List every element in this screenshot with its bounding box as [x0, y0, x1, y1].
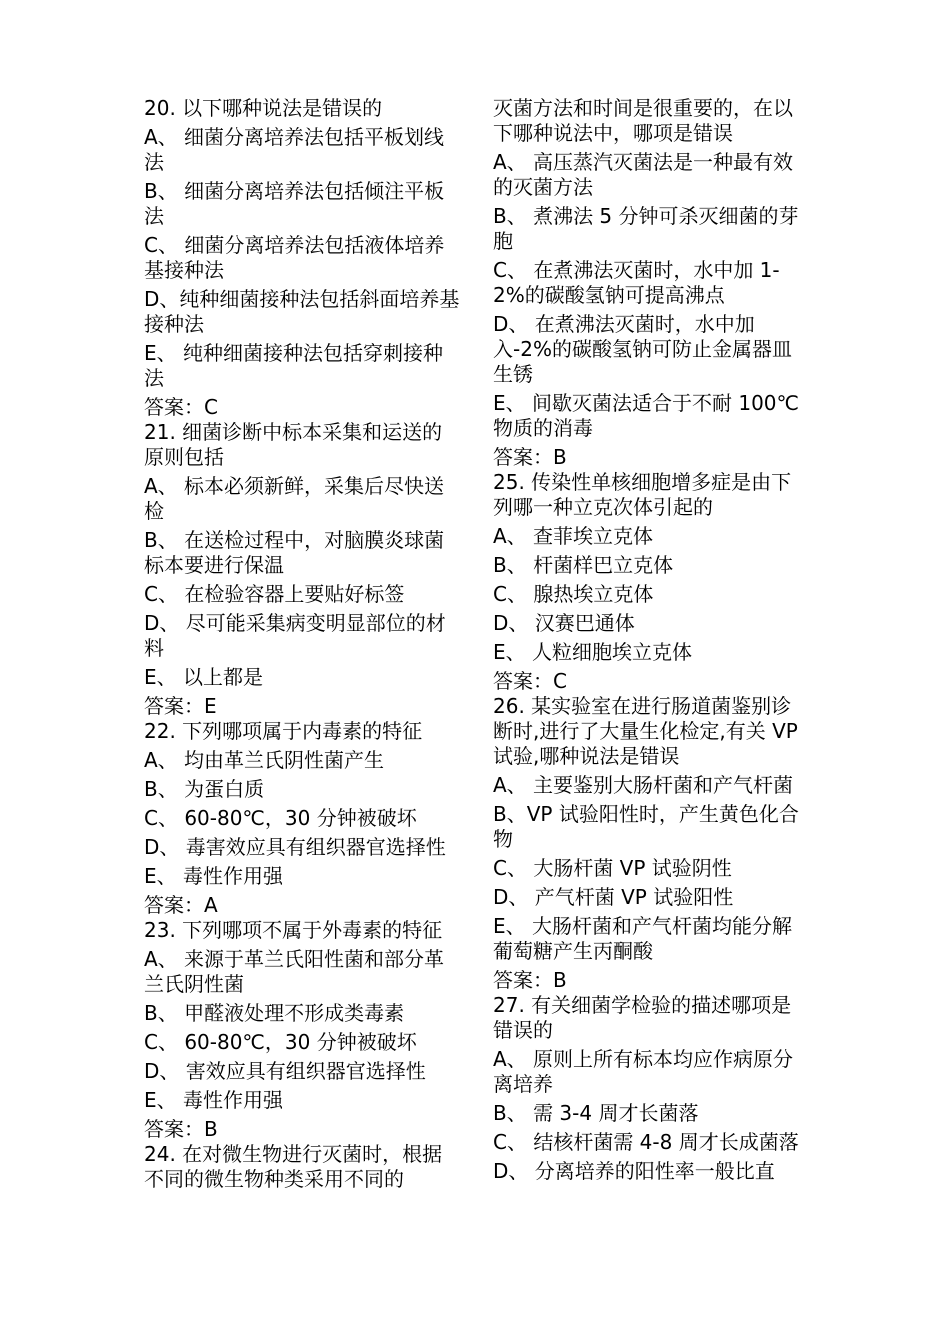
option: C、 细菌分离培养法包括液体培养基接种法: [144, 233, 445, 282]
right-column: [493, 96, 811, 1188]
question-24-continued: [493, 96, 811, 470]
option: B、 需 3-4 周才长菌落: [493, 1101, 699, 1125]
question-21: [144, 420, 462, 719]
option: B、 为蛋白质: [144, 777, 265, 801]
option: E、 间歇灭菌法适合于不耐 100℃物质的消毒: [493, 391, 799, 440]
option: E、 毒性作用强: [144, 1088, 283, 1112]
option: D、 分离培养的阳性率一般比直: [493, 1159, 775, 1183]
question-22: [144, 719, 462, 918]
question-title: 21. 细菌诊断中标本采集和运送的原则包括: [144, 420, 443, 469]
question-title: 25. 传染性单核细胞增多症是由下列哪一种立克次体引起的: [493, 470, 792, 519]
option: A、 主要鉴别大肠杆菌和产气杆菌: [493, 773, 794, 797]
question-27: [493, 993, 811, 1184]
answer: 答案：C: [144, 395, 218, 419]
option: A、 原则上所有标本均应作病原分离培养: [493, 1047, 794, 1096]
option: A、 细菌分离培养法包括平板划线法: [144, 125, 445, 174]
left-column: [144, 96, 462, 1196]
option: A、 标本必须新鲜，采集后尽快送检: [144, 474, 445, 523]
option: E、 毒性作用强: [144, 864, 283, 888]
option: E、 大肠杆菌和产气杆菌均能分解葡萄糖产生丙酮酸: [493, 914, 792, 963]
answer: 答案：B: [493, 968, 567, 992]
option: A、 均由革兰氏阴性菌产生: [144, 748, 385, 772]
option: B、 甲醛液处理不形成类毒素: [144, 1001, 405, 1025]
answer: 答案：C: [493, 669, 567, 693]
option: C、 在检验容器上要贴好标签: [144, 582, 405, 606]
option: C、 在煮沸法灭菌时，水中加 1-2%的碳酸氢钠可提高沸点: [493, 258, 780, 307]
option: E、 人粒细胞埃立克体: [493, 640, 692, 664]
option: A、 高压蒸汽灭菌法是一种最有效的灭菌方法: [493, 150, 794, 199]
option: B、 杆菌样巴立克体: [493, 553, 674, 577]
option: C、 结核杆菌需 4-8 周才长成菌落: [493, 1130, 799, 1154]
option: D、 在煮沸法灭菌时，水中加入-2%的碳酸氢钠可防止金属器皿生锈: [493, 312, 792, 386]
option: B、 在送检过程中，对脑膜炎球菌标本要进行保温: [144, 528, 445, 577]
option: D、纯种细菌接种法包括斜面培养基接种法: [144, 287, 460, 336]
question-title: 24. 在对微生物进行灭菌时，根据不同的微生物种类采用不同的: [144, 1142, 443, 1191]
option: C、 60-80℃，30 分钟被破坏: [144, 806, 417, 830]
answer: 答案：B: [144, 1117, 218, 1141]
option: D、 尽可能采集病变明显部位的材料: [144, 611, 446, 660]
question-26: [493, 694, 811, 993]
question-title: 22. 下列哪项属于内毒素的特征: [144, 719, 423, 743]
question-20: [144, 96, 462, 420]
option: D、 害效应具有组织器官选择性: [144, 1059, 426, 1083]
question-title: 20. 以下哪种说法是错误的: [144, 96, 383, 120]
answer: 答案：A: [144, 893, 218, 917]
option: C、 大肠杆菌 VP 试验阴性: [493, 856, 732, 880]
question-title: 26. 某实验室在进行肠道菌鉴别诊断时,进行了大量生化检定,有关 VP 试验,哪种说法是错误: [493, 694, 798, 768]
answer: 答案：E: [144, 694, 217, 718]
question-24: [144, 1142, 462, 1192]
question-title: 灭菌方法和时间是很重要的，在以下哪种说法中，哪项是错误: [493, 96, 793, 145]
option: E、 纯种细菌接种法包括穿刺接种法: [144, 341, 443, 390]
option: B、 细菌分离培养法包括倾注平板法: [144, 179, 445, 228]
option: B、VP 试验阳性时，产生黄色化合物: [493, 802, 799, 851]
option: B、 煮沸法 5 分钟可杀灭细菌的芽胞: [493, 204, 799, 253]
question-title: 23. 下列哪项不属于外毒素的特征: [144, 918, 443, 942]
question-title: 27. 有关细菌学检验的描述哪项是错误的: [493, 993, 792, 1042]
question-23: [144, 918, 462, 1142]
option: D、 汉赛巴通体: [493, 611, 635, 635]
question-25: [493, 470, 811, 694]
answer: 答案：B: [493, 445, 567, 469]
option: D、 产气杆菌 VP 试验阳性: [493, 885, 734, 909]
option: E、 以上都是: [144, 665, 263, 689]
option: A、 来源于革兰氏阳性菌和部分革兰氏阴性菌: [144, 947, 445, 996]
option: A、 查菲埃立克体: [493, 524, 654, 548]
option: D、 毒害效应具有组织器官选择性: [144, 835, 446, 859]
option: C、 腺热埃立克体: [493, 582, 654, 606]
option: C、 60-80℃，30 分钟被破坏: [144, 1030, 417, 1054]
